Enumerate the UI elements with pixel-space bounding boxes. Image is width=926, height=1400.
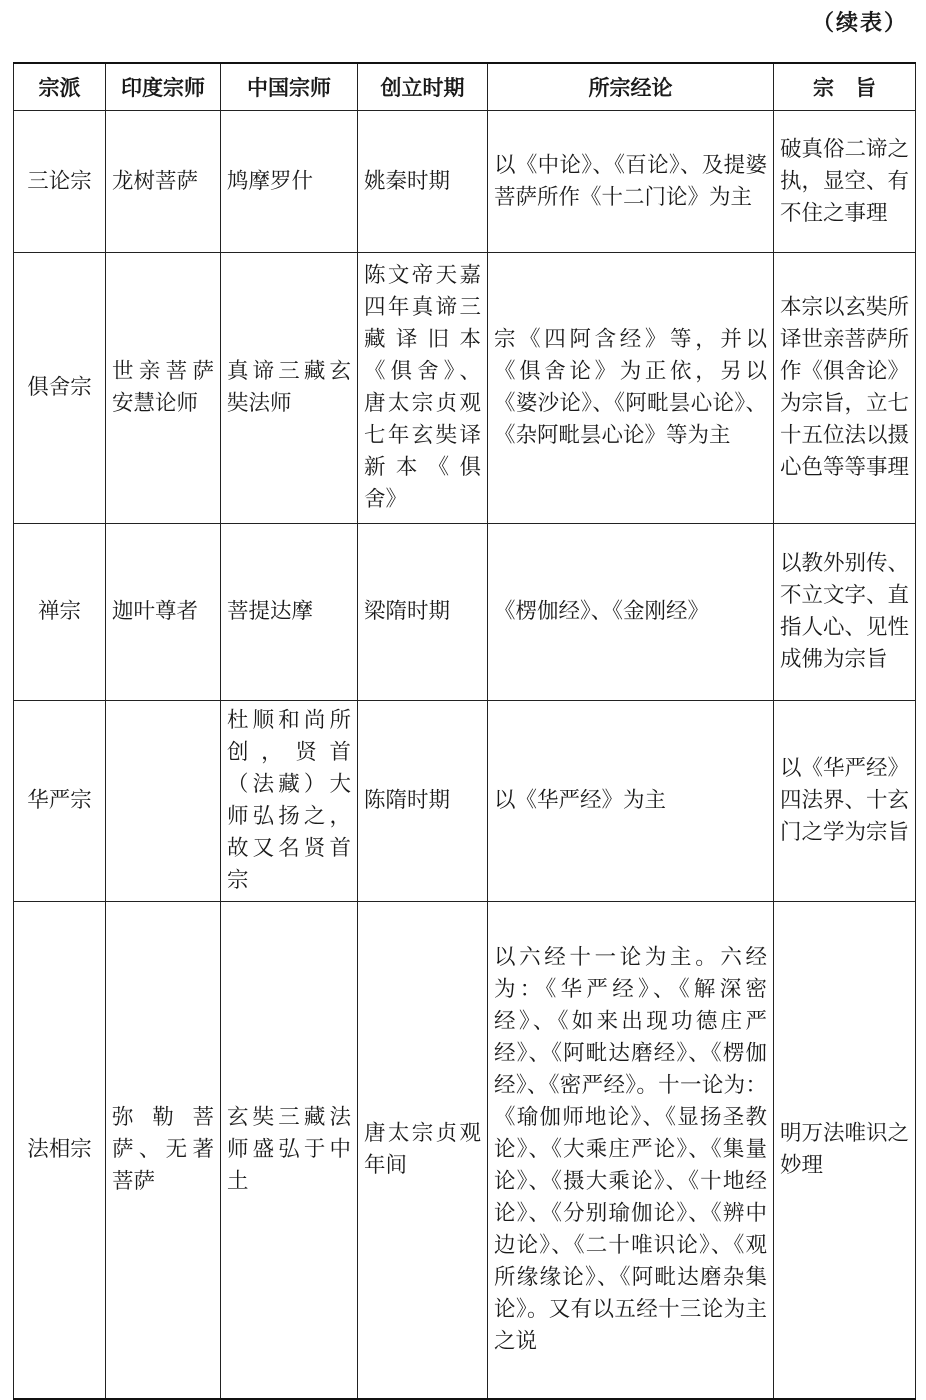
header-scriptures: 所宗经论: [488, 63, 774, 111]
table-row: [14, 111, 916, 253]
header-period: 创立时期: [358, 63, 488, 111]
cell-chinese-master: 玄奘三藏法师盛弘于中土: [221, 902, 358, 1400]
table-row: [14, 524, 916, 701]
cell-chinese-master: 杜顺和尚所创，贤首（法藏）大师弘扬之，故又名贤首宗: [221, 701, 358, 902]
cell-scriptures: 以《中论》、《百论》、及提婆菩萨所作《十二门论》为主: [488, 111, 774, 253]
table-header-row: [14, 63, 916, 111]
cell-indian-master: 世亲菩萨安慧论师: [106, 253, 221, 524]
continued-table-label: （续表）: [811, 11, 908, 36]
cell-indian-master: 龙树菩萨: [106, 111, 221, 253]
header-tenet: 宗 旨: [774, 63, 916, 111]
cell-tenet: 以教外别传、不立文字、直指人心、见性成佛为宗旨: [774, 524, 916, 701]
cell-chinese-master: 菩提达摩: [221, 524, 358, 701]
cell-chinese-master: 鸠摩罗什: [221, 111, 358, 253]
header-chinese-master: 中国宗师: [221, 63, 358, 111]
cell-period: 陈隋时期: [358, 701, 488, 902]
table-row: [14, 902, 916, 1400]
cell-period: 唐太宗贞观年间: [358, 902, 488, 1400]
cell-period: 梁隋时期: [358, 524, 488, 701]
cell-period: 陈文帝天嘉四年真谛三藏译旧本《俱舍》、唐太宗贞观七年玄奘译新本《俱舍》: [358, 253, 488, 524]
cell-tenet: 本宗以玄奘所译世亲菩萨所作《俱舍论》为宗旨，立七十五位法以摄心色等等事理: [774, 253, 916, 524]
buddhist-schools-table: [13, 62, 916, 1400]
cell-school: 三论宗: [14, 111, 106, 253]
cell-period: 姚秦时期: [358, 111, 488, 253]
table-row: [14, 701, 916, 902]
cell-tenet: 明万法唯识之妙理: [774, 902, 916, 1400]
header-indian-master: 印度宗师: [106, 63, 221, 111]
cell-school: 俱舍宗: [14, 253, 106, 524]
cell-school: 禅宗: [14, 524, 106, 701]
cell-school: 华严宗: [14, 701, 106, 902]
cell-indian-master: 迦叶尊者: [106, 524, 221, 701]
cell-school: 法相宗: [14, 902, 106, 1400]
cell-chinese-master: 真谛三藏玄奘法师: [221, 253, 358, 524]
cell-scriptures: 宗《四阿含经》等，并以《俱舍论》为正依，另以《婆沙论》、《阿毗昙心论》、《杂阿毗昙心论》等为主: [488, 253, 774, 524]
cell-indian-master: [106, 701, 221, 902]
cell-scriptures: 以《华严经》为主: [488, 701, 774, 902]
cell-scriptures: 以六经十一论为主。六经为：《华严经》、《解深密经》、《如来出现功德庄严经》、《阿毗达磨经》、《楞伽经》、《密严经》。十一论为：《瑜伽师地论》、《显扬圣教论》、《大乘庄严论》、《集量论》、《摄大乘论》、《十地经论》、《分别瑜伽论》、《辨中边论》、《二十唯识论》、《观所缘缘论》、《阿毗达磨杂集论》。又有以五经十三论为主之说: [488, 902, 774, 1400]
table-row: [14, 253, 916, 524]
cell-indian-master: 弥勒菩萨、无著菩萨: [106, 902, 221, 1400]
cell-tenet: 以《华严经》四法界、十玄门之学为宗旨: [774, 701, 916, 902]
header-school: 宗派: [14, 63, 106, 111]
cell-tenet: 破真俗二谛之执，显空、有不住之事理: [774, 111, 916, 253]
cell-scriptures: 《楞伽经》、《金刚经》: [488, 524, 774, 701]
